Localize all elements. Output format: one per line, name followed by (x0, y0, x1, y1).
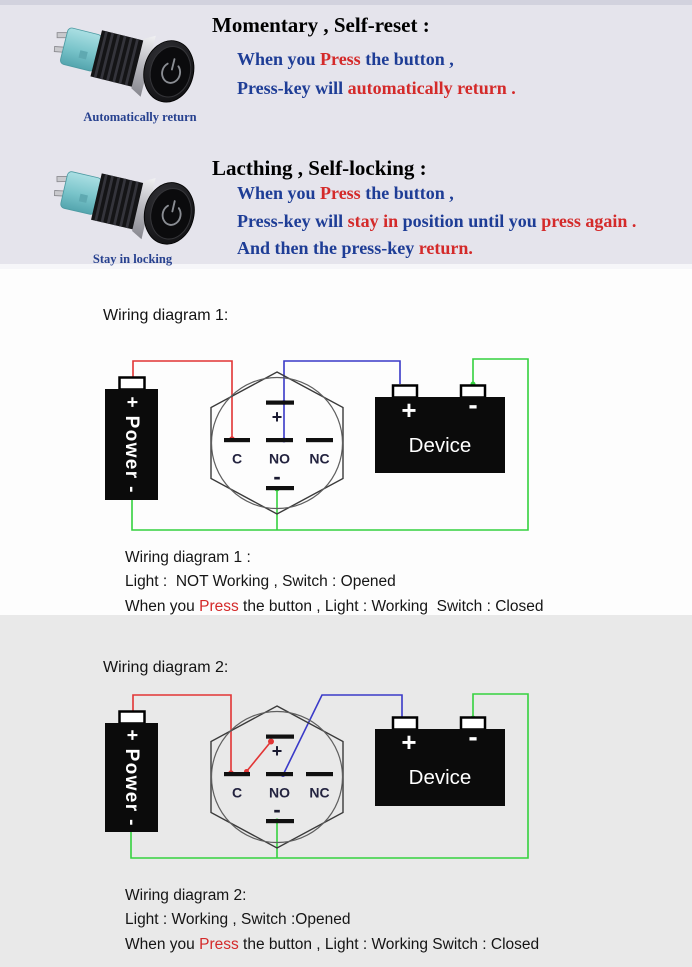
power-box-label: + Power - (121, 729, 142, 826)
device-minus-label: - (468, 721, 478, 752)
terminal-label-led-plus: + (271, 741, 283, 761)
text-segment: When you (237, 183, 321, 203)
diagram1-note-2 (125, 570, 543, 594)
wiring-diagram-1-title: Wiring diagram 1: (103, 307, 229, 324)
terminal-label-c: C (231, 784, 243, 801)
diagram1-note-3 (125, 595, 543, 619)
power-box-label: + Power - (121, 396, 142, 493)
latching-button-photo (47, 156, 200, 249)
terminal-label-no: NO (269, 784, 290, 801)
text-segment: the button , Light : Working Switch : Closed (238, 935, 540, 953)
text-segment: When you (125, 935, 200, 953)
diagram2-note-1 (125, 884, 539, 908)
text-segment: Press-key will (237, 78, 348, 98)
device-plus-label: + (401, 727, 417, 757)
wiring-diagram-2 (105, 694, 528, 858)
text-segment: Press (199, 597, 239, 615)
text-segment: stay in (347, 211, 399, 231)
latching-line-3 (237, 238, 473, 259)
text-segment: position until you (398, 211, 542, 231)
latching-line-2 (237, 211, 636, 232)
text-segment: Press-key will (237, 211, 348, 231)
text-segment: Press (320, 183, 361, 203)
diagram2-note-2 (125, 908, 539, 932)
text-segment: When you (125, 597, 200, 615)
power-positive-terminal-tab (120, 712, 145, 724)
device-plus-label: + (401, 395, 417, 425)
momentary-line-1 (237, 49, 454, 70)
text-segment: automatically return . (347, 78, 516, 98)
text-segment: the button , (360, 49, 454, 69)
latching-line-1 (237, 183, 454, 204)
text-segment: Press (320, 49, 361, 69)
text-segment: When you (237, 49, 321, 69)
wiring-diagram-2-title: Wiring diagram 2: (103, 659, 229, 676)
momentary-button-photo (47, 12, 200, 107)
device-name-label: Device (408, 766, 472, 789)
text-segment: And then the press-key (237, 238, 419, 258)
text-segment: Light : Working , Switch :Opened (125, 911, 351, 929)
terminal-label-led-plus: + (271, 407, 283, 427)
terminal-label-c: C (231, 450, 243, 467)
diagram2-note-3 (125, 933, 539, 957)
terminal-label-led-minus: - (273, 797, 281, 822)
momentary-photo-caption: Automatically return (83, 110, 197, 124)
terminal-label-led-minus: - (273, 464, 281, 489)
wire-red-c-to-led-plus-pressed (247, 742, 272, 772)
wiring-diagram-2-notes (125, 884, 539, 957)
text-segment: the button , Light : Working Switch : Closed (238, 597, 544, 615)
latching-heading: Lacthing , Self-locking : (212, 156, 427, 180)
text-segment: Wiring diagram 1 : (125, 549, 251, 566)
text-segment: Wiring diagram 2: (125, 887, 247, 904)
wiring-diagram-1 (105, 359, 528, 530)
wiring-diagram-1-notes (125, 546, 543, 619)
latching-photo-caption: Stay in locking (92, 252, 173, 266)
power-positive-terminal-tab (120, 378, 145, 390)
text-segment: press again . (541, 211, 637, 231)
terminal-label-nc: NC (309, 450, 330, 467)
text-segment: Light : NOT Working , Switch : Opened (125, 573, 396, 591)
terminal-label-no: NO (269, 450, 290, 467)
terminal-label-nc: NC (309, 784, 330, 801)
device-minus-label: - (468, 389, 478, 420)
momentary-line-2 (237, 78, 516, 99)
text-segment: return. (418, 238, 473, 258)
diagram1-note-1 (125, 546, 543, 570)
text-segment: the button , (360, 183, 454, 203)
device-name-label: Device (408, 434, 472, 457)
text-segment: Press (199, 935, 239, 953)
momentary-heading: Momentary , Self-reset : (212, 13, 430, 37)
